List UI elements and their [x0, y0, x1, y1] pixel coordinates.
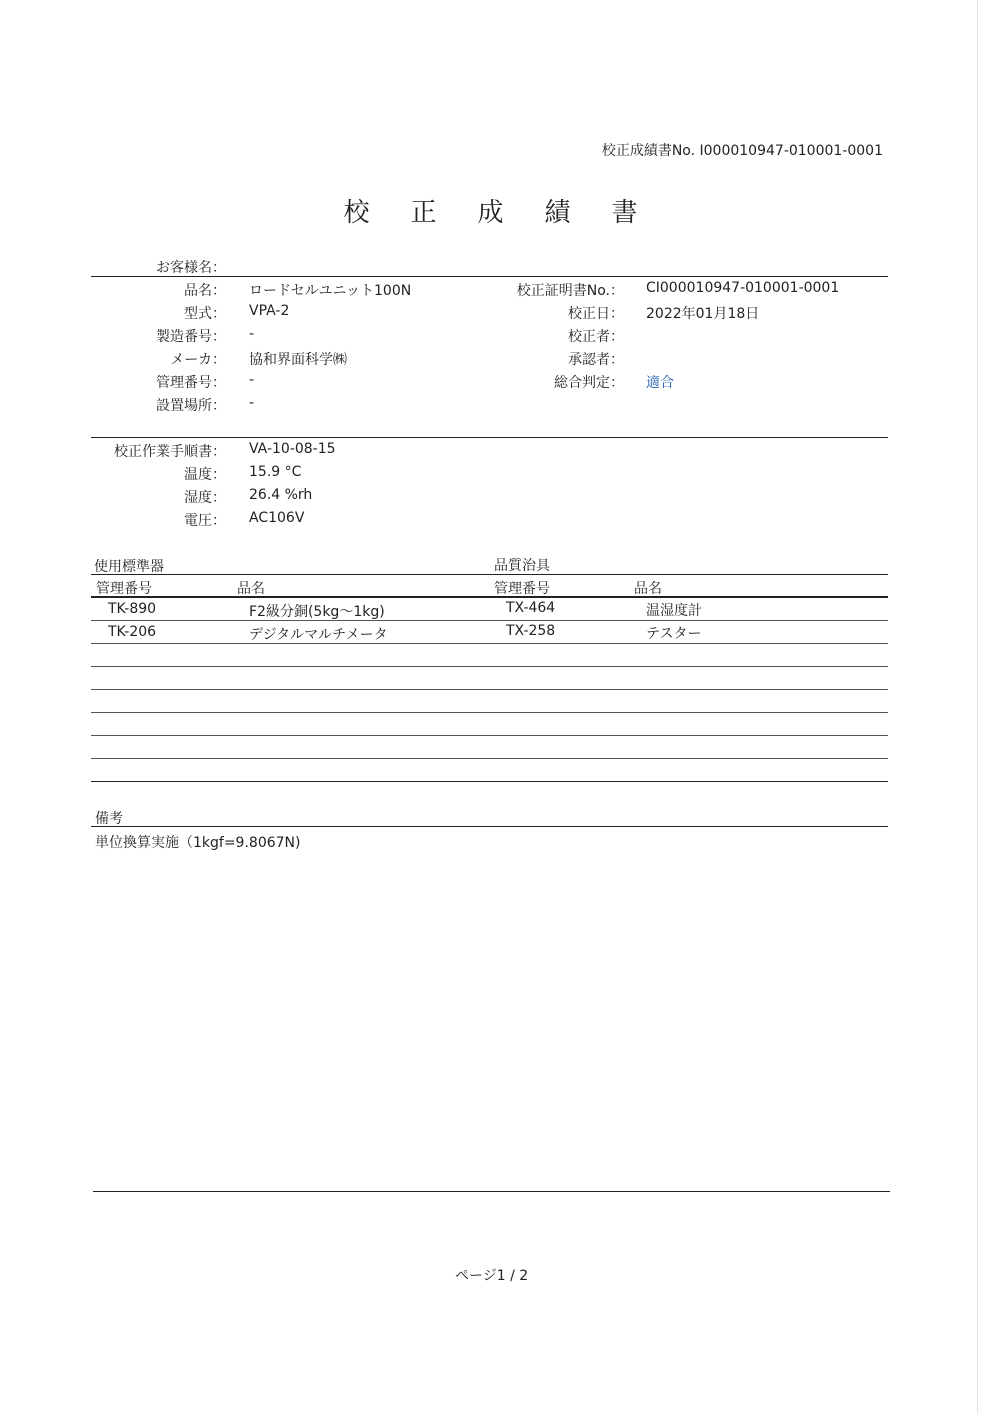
standards-row-id: TK-206 [108, 624, 157, 640]
voltage-label: 電圧： [184, 513, 226, 529]
jigs-row-id: TX-258 [506, 623, 556, 639]
customer-rule [91, 276, 888, 277]
approver-label: 承認者： [568, 352, 624, 368]
page-title [323, 192, 658, 229]
serial-number-label: 製造番号： [156, 329, 226, 345]
remarks-rule [91, 826, 888, 827]
humidity-value: 26.4 %rh [249, 487, 313, 503]
overall-judgment-value: 適合 [646, 375, 674, 391]
remarks-heading: 備考 [95, 811, 123, 827]
humidity-label: 湿度： [184, 490, 226, 506]
model-label: 型式： [184, 306, 226, 322]
location-label: 設置場所： [156, 398, 226, 414]
certificate-no-label: 校正証明書No.： [516, 283, 624, 299]
customer-label: お客様名： [156, 260, 226, 276]
title-char: 書 [611, 198, 638, 228]
table-row-rule [91, 643, 888, 644]
temperature-value: 15.9 °C [249, 464, 302, 480]
standards-row-id: TK-890 [108, 601, 157, 617]
certificate-no-value: CI000010947-010001-0001 [646, 280, 840, 296]
standards-heading: 使用標準器 [94, 559, 164, 575]
serial-number-value: - [249, 326, 255, 342]
location-value: - [249, 395, 255, 411]
footer-rule [93, 1191, 890, 1192]
table-row-rule [91, 758, 888, 759]
jigs-row-name: 温湿度計 [646, 603, 702, 619]
table-row-rule [91, 666, 888, 667]
doc-number: 校正成績書No. I000010947-010001-0001 [601, 143, 883, 159]
overall-judgment-label: 総合判定： [554, 375, 624, 391]
table-bottom-rule [91, 781, 888, 782]
table-row-rule [91, 735, 888, 736]
procedure-value: VA-10-08-15 [249, 441, 336, 457]
table-row-rule [91, 712, 888, 713]
table-row-rule [91, 620, 888, 621]
jigs-row-name: テスター [646, 626, 702, 642]
jigs-col-id: 管理番号 [494, 581, 550, 597]
page-edge [977, 0, 978, 1414]
jigs-row-id: TX-464 [506, 600, 556, 616]
voltage-value: AC106V [249, 510, 305, 526]
control-number-label: 管理番号： [156, 375, 226, 391]
section-rule [91, 437, 888, 438]
jigs-heading: 品質治具 [494, 558, 550, 574]
page-number: ページ1 / 2 [455, 1268, 529, 1284]
table-header-rule [91, 596, 888, 598]
model-value: VPA-2 [249, 303, 290, 319]
procedure-label: 校正作業手順書： [114, 444, 226, 460]
title-char: 績 [544, 198, 571, 228]
standards-row-name: デジタルマルチメータ [249, 627, 388, 643]
table-row-rule [91, 689, 888, 690]
temperature-label: 温度： [184, 467, 226, 483]
calibration-date-value: 2022年01月18日 [646, 306, 760, 322]
standards-row-name: F2級分銅(5kg～1kg) [249, 604, 385, 620]
control-number-value: - [249, 372, 255, 388]
maker-value: 協和界面科学㈱ [249, 352, 347, 368]
calibrator-label: 校正者： [568, 329, 624, 345]
title-char: 正 [410, 198, 437, 228]
product-name-label: 品名： [184, 283, 226, 299]
standards-col-name: 品名 [237, 581, 265, 597]
table-top-rule [91, 574, 888, 575]
title-char: 校 [343, 198, 370, 228]
product-name-value: ロードセルユニット100N [249, 283, 412, 299]
standards-col-id: 管理番号 [96, 581, 152, 597]
remarks-text: 単位換算実施（1kgf=9.8067N) [95, 835, 301, 851]
calibration-date-label: 校正日： [568, 306, 624, 322]
jigs-col-name: 品名 [634, 581, 662, 597]
title-char: 成 [477, 198, 504, 228]
maker-label: メーカ： [170, 352, 226, 368]
